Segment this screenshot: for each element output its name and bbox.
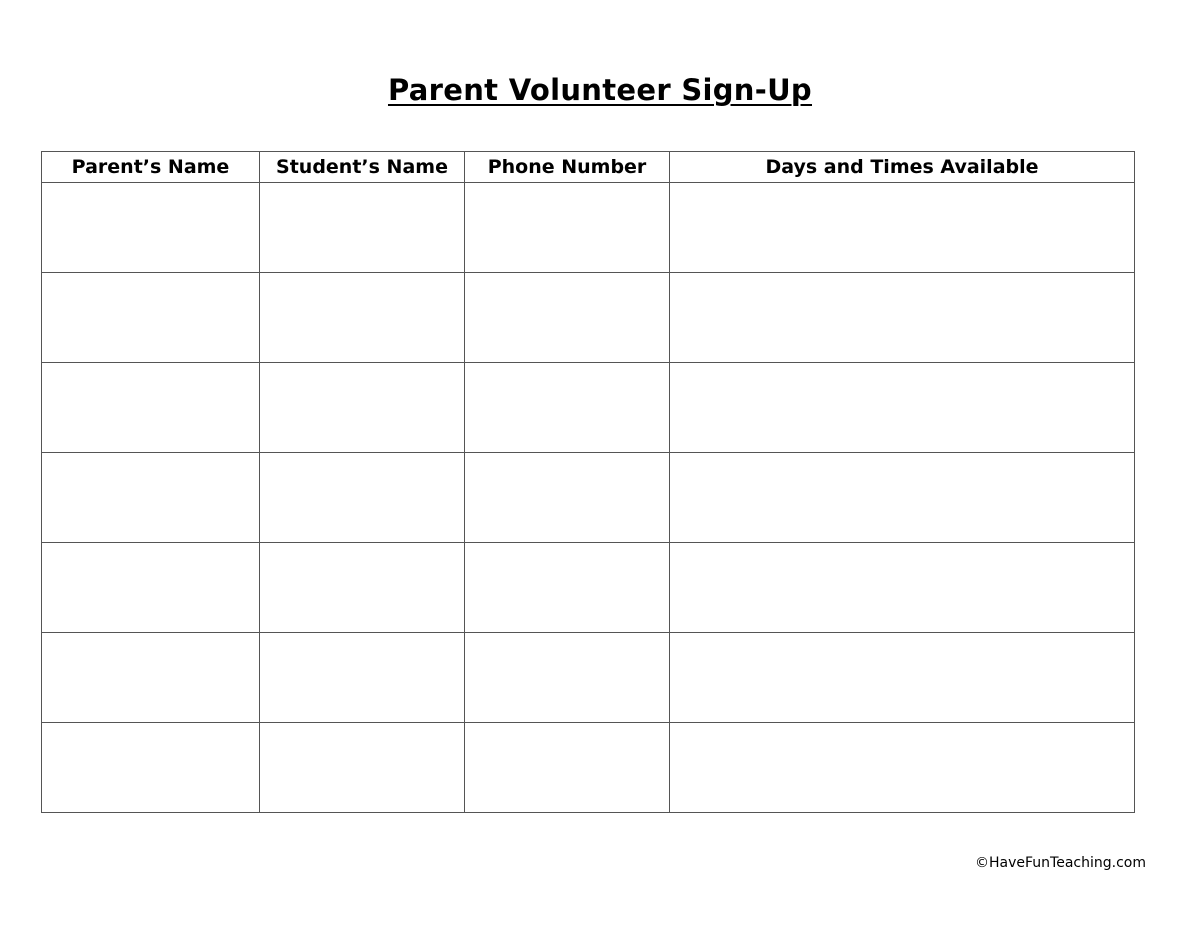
table-row <box>42 723 1135 813</box>
phone-number-cell[interactable] <box>465 633 670 723</box>
students-name-cell[interactable] <box>260 273 465 363</box>
header-row <box>42 152 1135 183</box>
table-row <box>42 363 1135 453</box>
students-name-cell[interactable] <box>260 183 465 273</box>
students-name-cell[interactable] <box>260 543 465 633</box>
table-row <box>42 453 1135 543</box>
header-phone-number: Phone Number <box>465 152 670 183</box>
header-days-times-available: Days and Times Available <box>670 152 1135 183</box>
phone-number-cell[interactable] <box>465 363 670 453</box>
volunteer-signup-table <box>41 151 1135 813</box>
table-row <box>42 633 1135 723</box>
parents-name-cell[interactable] <box>42 363 260 453</box>
page-title: Parent Volunteer Sign-Up <box>387 73 812 107</box>
students-name-cell[interactable] <box>260 633 465 723</box>
days-times-cell[interactable] <box>670 273 1135 363</box>
parents-name-cell[interactable] <box>42 633 260 723</box>
parents-name-cell[interactable] <box>42 273 260 363</box>
students-name-cell[interactable] <box>260 723 465 813</box>
table-row <box>42 273 1135 363</box>
phone-number-cell[interactable] <box>465 543 670 633</box>
phone-number-cell[interactable] <box>465 453 670 543</box>
students-name-cell[interactable] <box>260 453 465 543</box>
copyright-notice: ©HaveFunTeaching.com <box>975 855 1146 871</box>
parents-name-cell[interactable] <box>42 723 260 813</box>
header-parents-name: Parent’s Name <box>42 152 260 183</box>
parents-name-cell[interactable] <box>42 453 260 543</box>
table-row <box>42 183 1135 273</box>
students-name-cell[interactable] <box>260 363 465 453</box>
days-times-cell[interactable] <box>670 723 1135 813</box>
days-times-cell[interactable] <box>670 453 1135 543</box>
table-row <box>42 543 1135 633</box>
phone-number-cell[interactable] <box>465 723 670 813</box>
days-times-cell[interactable] <box>670 183 1135 273</box>
days-times-cell[interactable] <box>670 633 1135 723</box>
days-times-cell[interactable] <box>670 543 1135 633</box>
days-times-cell[interactable] <box>670 363 1135 453</box>
phone-number-cell[interactable] <box>465 273 670 363</box>
parents-name-cell[interactable] <box>42 183 260 273</box>
header-students-name: Student’s Name <box>260 152 465 183</box>
parents-name-cell[interactable] <box>42 543 260 633</box>
phone-number-cell[interactable] <box>465 183 670 273</box>
